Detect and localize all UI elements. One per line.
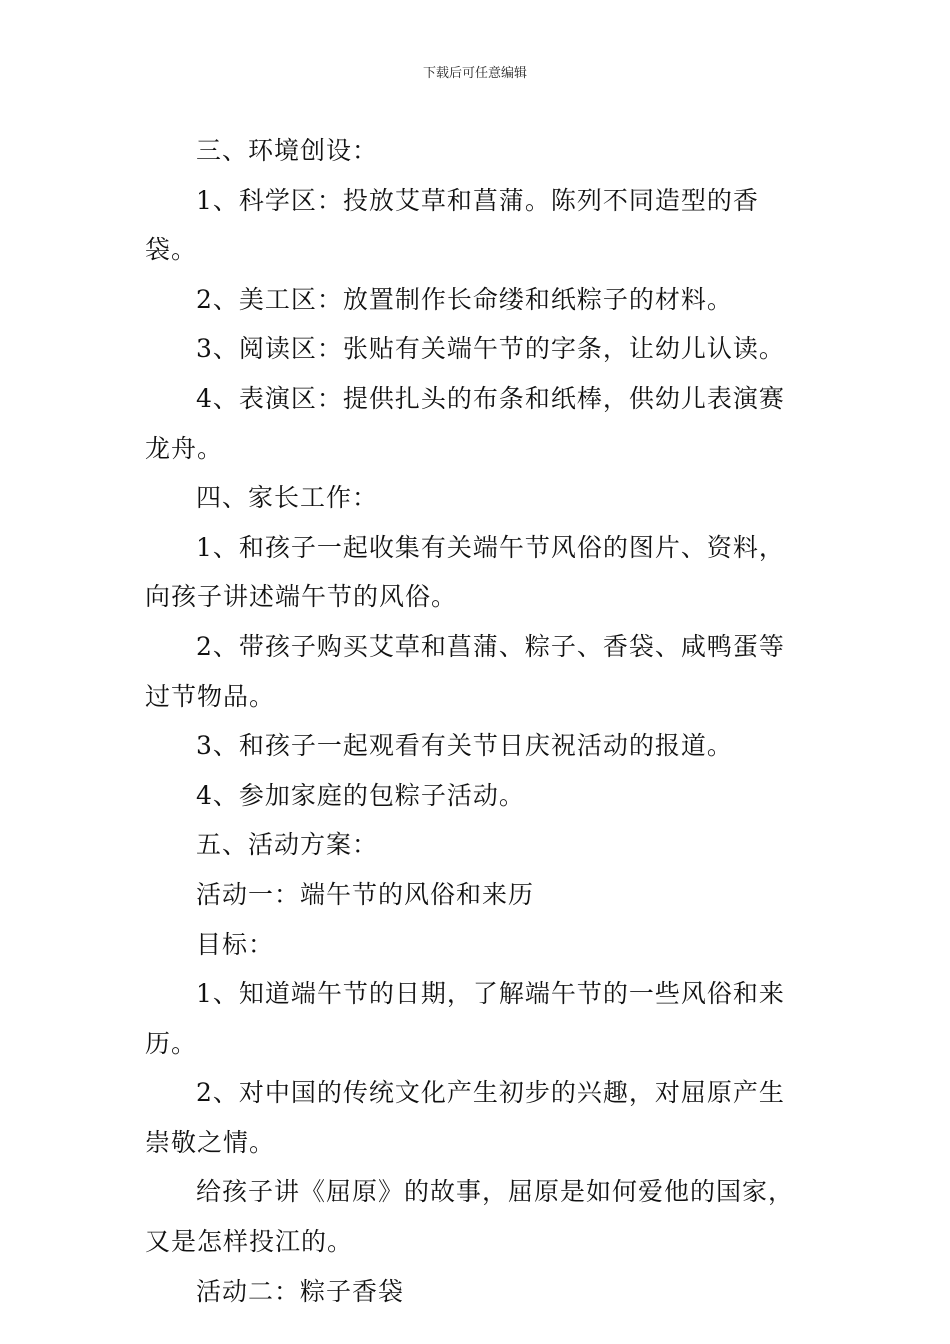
paragraph: 1、知道端午节的日期，了解端午节的一些风俗和来历。 <box>145 979 785 1058</box>
goals-label: 目标： <box>196 929 275 959</box>
paragraph: 1、和孩子一起收集有关端午节风俗的图片、资料，向孩子讲述端午节的风俗。 <box>145 532 785 612</box>
activity-title: 活动一：端午节的风俗和来历 <box>196 879 535 909</box>
paragraph: 2、对中国的传统文化产生初步的兴趣，对屈原产生崇敬之情。 <box>145 1078 785 1157</box>
paragraph: 3、阅读区：张贴有关端午节的字条，让幼儿认读。 <box>196 334 785 364</box>
section-heading-environment: 三、环境创设： <box>196 136 379 165</box>
section-heading-activities: 五、活动方案： <box>196 830 379 860</box>
paragraph: 2、美工区：放置制作长命缕和纸粽子的材料。 <box>196 284 733 314</box>
document-body <box>145 126 807 1316</box>
paragraph: 4、表演区：提供扎头的布条和纸棒，供幼儿表演赛龙舟。 <box>145 383 785 463</box>
paragraph: 1、科学区：投放艾草和菖蒲。陈列不同造型的香袋。 <box>145 185 759 265</box>
page-header-note: 下载后可任意编辑 <box>422 66 527 81</box>
section-heading-parents: 四、家长工作： <box>196 483 379 513</box>
paragraph: 3、和孩子一起观看有关节日庆祝活动的报道。 <box>196 731 733 761</box>
activity-title: 活动二：粽子香袋 <box>196 1276 405 1306</box>
paragraph: 给孩子讲《屈原》的故事，屈原是如何爱他的国家，又是怎样投江的。 <box>145 1177 795 1257</box>
paragraph: 4、参加家庭的包粽子活动。 <box>196 780 525 810</box>
paragraph: 2、带孩子购买艾草和菖蒲、粽子、香袋、咸鸭蛋等过节物品。 <box>145 631 785 711</box>
